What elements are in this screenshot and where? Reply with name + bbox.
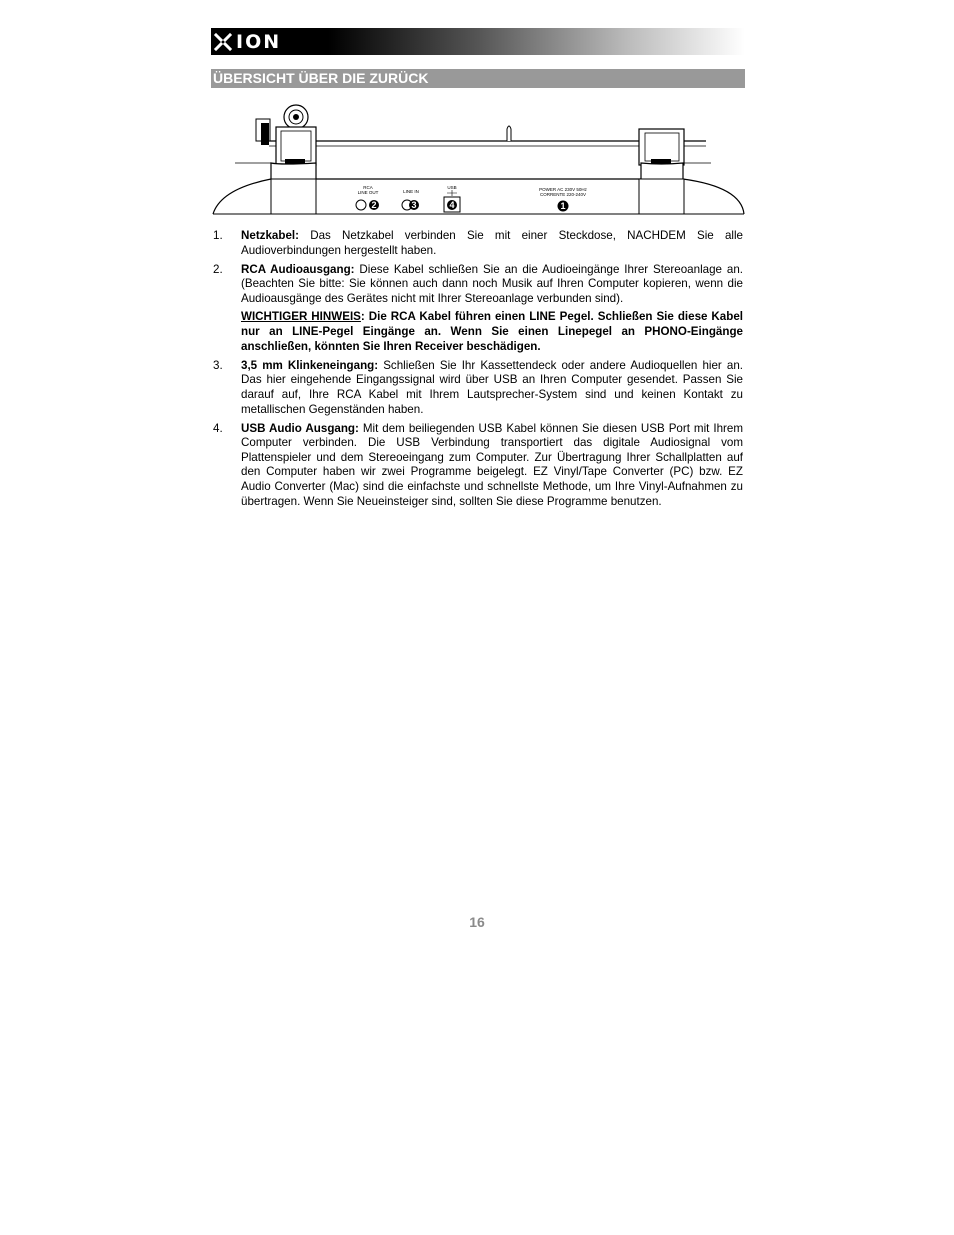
item-text: Schließen Sie Ihr Kassettendeck oder andere Audioquellen hier an. Das hier eingehende Eingangssignal wird über USB an Ihren Computer gesendet. Passen Sie darauf auf, Ihre RCA Kabel mit Ihrem Lautsprecher-System sind und keinen Kontakt zu metallischen Gegenständen haben. (241, 358, 743, 416)
jack-label-power: POWER AC 230V 50Hz (539, 187, 587, 192)
item-title: Netzkabel: (241, 229, 299, 242)
item-body (241, 229, 743, 258)
rca-jack-left (356, 200, 366, 210)
item-list (213, 229, 743, 514)
item-number: 3. (213, 358, 223, 372)
item-text: Mit dem beiliegenden USB Kabel können Sie diesen USB Port mit Ihrem Computer verbinden. Die USB Verbindung transportiert das digitale Audiosignal vom Plattenspieler und dem Stereoeingang zum Computer. Zur Übertragung Ihrer Schallplatten auf den Computer haben wir zwei Programme beigelegt. EZ Vinyl/Tape Converter (PC) bzw. EZ Audio Converter (Mac) sind die einfachste und schnellste Methode, um Ihre Vinyl-Aufnahmen zu übertragen. Wenn Sie Neueinsteiger sind, sollten Sie diese Programme benutzen. (241, 421, 744, 508)
usb-number: 4 (449, 200, 455, 210)
item-number: 2. (213, 262, 223, 276)
important-note-label: WICHTIGER HINWEIS (241, 310, 361, 324)
logo-text: ION (236, 31, 282, 53)
section-title: ÜBERSICHT ÜBER DIE ZURÜCK (211, 69, 745, 88)
item-title: USB Audio Ausgang: (241, 421, 359, 435)
important-note (241, 310, 743, 354)
item-body (241, 359, 743, 417)
item-text: Das Netzkabel verbinden Sie mit einer Steckdose, NACHDEM Sie alle Audioverbindungen hergestellt haben. (241, 229, 743, 257)
item-body (241, 422, 743, 510)
header-bar (211, 28, 745, 55)
list-item (213, 422, 743, 510)
item-body (241, 263, 743, 355)
item-number: 1. (213, 229, 223, 242)
power-number: 1 (560, 201, 566, 211)
item-text: Diese Kabel schließen Sie an die Audioeingänge Ihrer Stereoanlage an. (Beachten Sie bitte: Sie können auch dann noch Musik auf Ihren Computer kopieren, wenn die Audioausgänge des Gerätes nicht mit Ihrer Stereoanlage verbunden sind). (241, 262, 743, 305)
list-item (213, 263, 743, 355)
important-note-text: : Die RCA Kabel führen einen LINE Pegel. Schließen Sie diese Kabel nur an LINE-Pegel Eingänge an. Wenn Sie einen Linepegel an PHONO-Eingänge anschließen, könnten Sie Ihren Receiver beschädigen. (241, 310, 744, 353)
line-in-number: 3 (411, 200, 417, 210)
list-item (213, 229, 743, 258)
jack-label-rca-line-out: LINE OUT (357, 190, 379, 195)
ion-logo (213, 31, 281, 53)
jack-label-usb: USB (447, 185, 457, 190)
ion-logo-icon (213, 32, 233, 52)
rca-number: 2 (371, 200, 377, 210)
jack-label-power-2: CORRENTE 220-240V (539, 192, 587, 197)
turntable-rear-panel-illustration (211, 101, 745, 221)
list-item (213, 359, 743, 417)
jack-label-line-in: LINE IN (403, 189, 419, 194)
item-number: 4. (213, 421, 223, 435)
page-number: 16 (469, 914, 485, 930)
item-title: 3,5 mm Klinkeneingang: (241, 358, 379, 372)
jack-label-rca: RCA (363, 185, 373, 190)
turntable-rear-svg (211, 101, 745, 221)
item-title: RCA Audioausgang: (241, 262, 355, 276)
